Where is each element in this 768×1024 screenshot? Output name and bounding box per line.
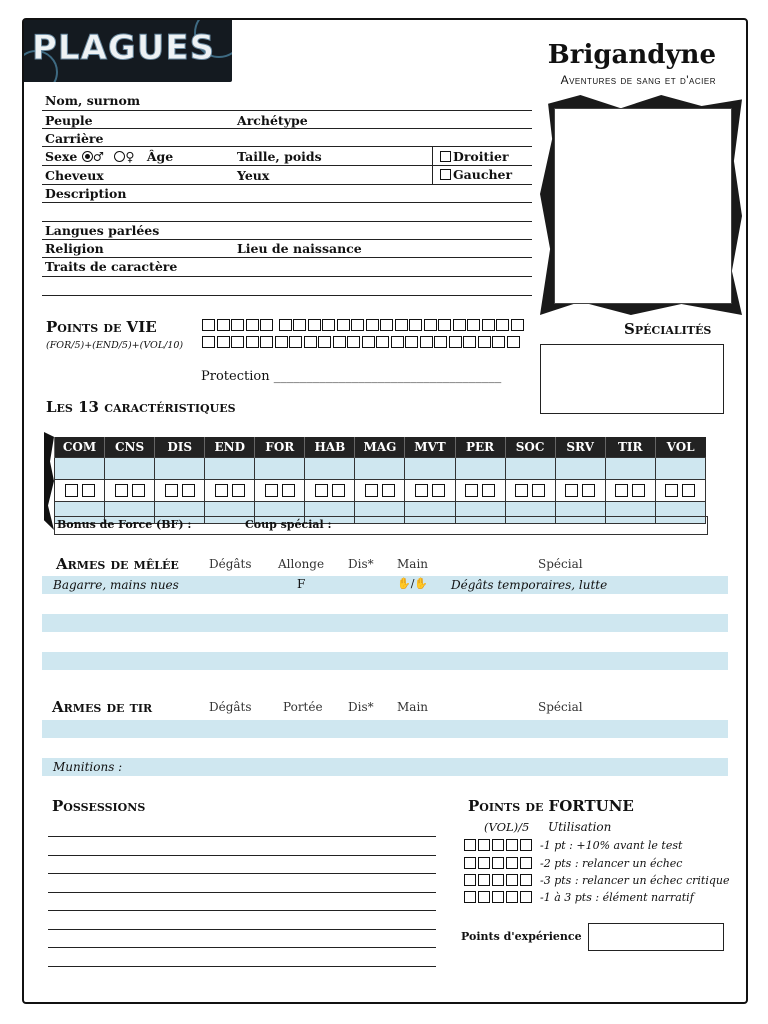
label-carriere: Carrière [45, 131, 104, 146]
line [42, 276, 532, 277]
label-taille: Taille, poids [237, 149, 322, 164]
carac-for: FOR [255, 437, 305, 458]
portrait-box[interactable] [554, 108, 732, 304]
line [42, 295, 532, 296]
logo-text: PLAGUES [32, 28, 216, 68]
tir-row-1[interactable] [42, 720, 728, 738]
melee-col-allonge: Allonge [278, 557, 325, 571]
fortune-usage-label: Utilisation [548, 820, 612, 834]
bonus-row[interactable] [54, 516, 708, 535]
line [42, 128, 532, 129]
fortune-rule-3[interactable]: -3 pts : relancer un échec critique [464, 874, 729, 887]
carac-per: PER [455, 437, 505, 458]
label-yeux: Yeux [237, 168, 270, 183]
fortune-rule-4[interactable]: -1 à 3 pts : élément narratif [464, 891, 694, 904]
male-icon: ♂ [92, 149, 104, 164]
melee-col-main: Main [397, 557, 429, 571]
line [42, 146, 532, 147]
carac-tir: TIR [605, 437, 655, 458]
line [42, 221, 532, 222]
carac-srv: SRV [555, 437, 605, 458]
label-lieu: Lieu de naissance [237, 241, 362, 256]
line [42, 239, 532, 240]
carac-dis: DIS [155, 437, 205, 458]
female-icon: ♀ [125, 149, 135, 164]
carac-mag: MAG [355, 437, 405, 458]
specialites-title: Spécialités [624, 320, 712, 338]
sexe-m-radio[interactable] [82, 151, 93, 162]
line [48, 966, 436, 967]
carac-soc: SOC [505, 437, 555, 458]
line [48, 929, 436, 930]
melee-row-2[interactable] [42, 614, 728, 632]
label-gaucher: Gaucher [453, 167, 513, 182]
tir-col-special: Spécial [538, 700, 583, 714]
label-cheveux: Cheveux [45, 168, 104, 183]
melee-row-1-allonge: F [297, 577, 306, 591]
munitions-row[interactable] [42, 758, 728, 776]
vie-title: Points de VIE [46, 318, 157, 336]
melee-col-special: Spécial [538, 557, 583, 571]
melee-col-degats: Dégâts [209, 557, 252, 571]
line [48, 836, 436, 837]
label-sexe: Sexe [45, 149, 78, 164]
sexe-row [45, 149, 173, 164]
tir-col-portee: Portée [283, 700, 323, 714]
carac-value-row[interactable] [55, 458, 706, 480]
droitier-row [440, 149, 509, 164]
fortune-formula: (VOL)/5 [484, 820, 530, 834]
label-langues: Langues parlées [45, 223, 160, 238]
protection-field[interactable]: Protection ___________________________________ [201, 369, 502, 384]
label-description: Description [45, 186, 127, 201]
label-archetype: Archétype [237, 113, 308, 128]
droitier-checkbox[interactable] [440, 151, 451, 162]
coup-special-label: Coup spécial : [245, 518, 332, 531]
bonus-force-label: Bonus de Force (BF) : [57, 518, 192, 531]
carac-title: Les 13 caractéristiques [46, 398, 236, 416]
melee-row-1-main: ✋/✋ [397, 577, 429, 590]
carac-com: COM [55, 437, 105, 458]
line [42, 202, 532, 203]
carac-end: END [205, 437, 255, 458]
line [42, 184, 532, 185]
label-age: Âge [146, 149, 174, 164]
carac-table [54, 437, 706, 524]
specialites-box[interactable] [540, 344, 724, 414]
line [48, 892, 436, 893]
line [42, 110, 532, 111]
label-traits: Traits de caractère [45, 259, 178, 274]
game-subtitle: Aventures de sang et d'acier [560, 73, 716, 87]
gaucher-row [440, 167, 512, 182]
line [42, 165, 532, 166]
tir-title: Armes de tir [52, 698, 153, 716]
line [48, 855, 436, 856]
fortune-rule-2[interactable]: -2 pts : relancer un échec [464, 857, 682, 870]
label-nom: Nom, surnom [45, 93, 141, 108]
melee-row-3[interactable] [42, 652, 728, 670]
gaucher-checkbox[interactable] [440, 169, 451, 180]
melee-row-1-name: Bagarre, mains nues [53, 578, 179, 592]
munitions-label: Munitions : [53, 760, 123, 774]
melee-title: Armes de mêlée [56, 555, 179, 573]
carac-cns: CNS [105, 437, 155, 458]
plagues-logo [24, 20, 232, 82]
tir-col-degats: Dégâts [209, 700, 252, 714]
vie-boxes-row1[interactable] [202, 319, 525, 331]
possessions-title: Possessions [52, 797, 146, 815]
label-religion: Religion [45, 241, 104, 256]
carac-mvt: MVT [405, 437, 455, 458]
label-droitier: Droitier [453, 149, 509, 164]
vie-boxes-row2[interactable] [202, 336, 521, 348]
carac-vol: VOL [655, 437, 705, 458]
line [48, 873, 436, 874]
tir-col-dis: Dis* [348, 700, 374, 714]
line [48, 910, 436, 911]
melee-col-dis: Dis* [348, 557, 374, 571]
game-title: Brigandyne [547, 40, 716, 70]
tir-col-main: Main [397, 700, 429, 714]
carac-hab: HAB [305, 437, 355, 458]
sexe-f-radio[interactable] [114, 151, 125, 162]
xp-box[interactable] [588, 923, 724, 951]
line [48, 947, 436, 948]
fortune-rule-1[interactable]: -1 pt : +10% avant le test [464, 839, 682, 852]
label-peuple: Peuple [45, 113, 93, 128]
xp-label: Points d'expérience [461, 930, 582, 943]
vie-formula: (FOR/5)+(END/5)+(VOL/10) [46, 340, 184, 351]
line [42, 257, 532, 258]
carac-box-row[interactable] [55, 480, 706, 502]
melee-row-1-special: Dégâts temporaires, lutte [451, 578, 608, 592]
fortune-title: Points de FORTUNE [468, 797, 634, 815]
